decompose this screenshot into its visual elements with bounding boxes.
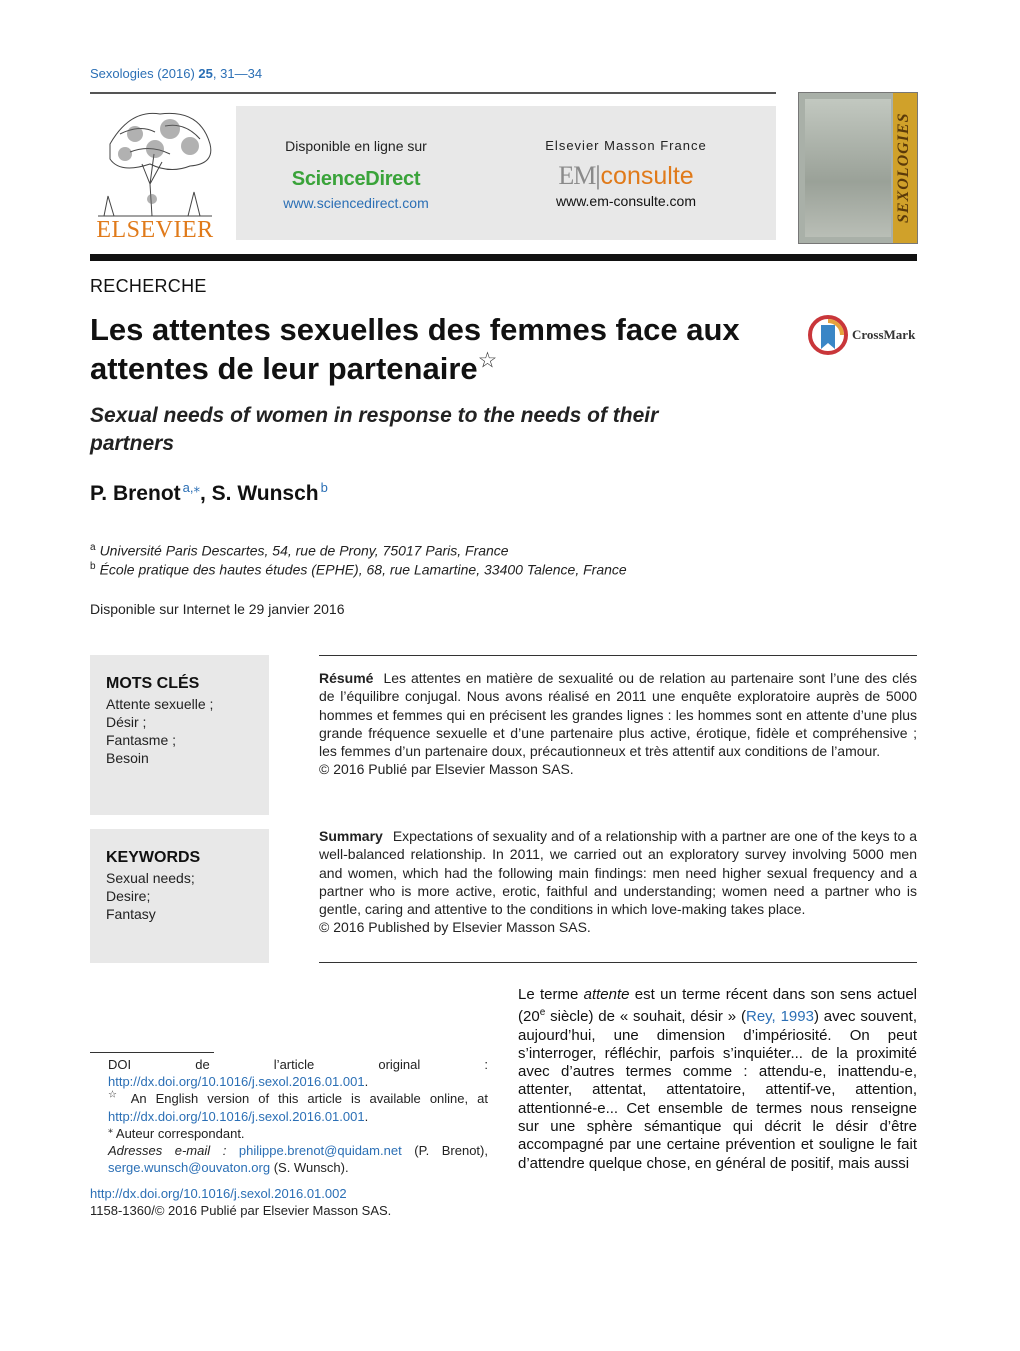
elsevier-logo	[90, 104, 220, 244]
em-logo-consulte: consulte	[600, 162, 694, 190]
author-list: P. Brenot $^{a,⁎}$, S. Wunsch $^b$	[90, 480, 328, 505]
keywords-title: KEYWORDS	[106, 849, 201, 866]
sciencedirect-block	[256, 138, 456, 211]
body-paragraph: Le terme attente est un terme récent dans son sens actuel (20e siècle) de « souhait, désir » (Rey, 1993) avec souvent, aujourd’hui, une dimension d’impériosité. On peut s’interroger, réfléchir, parfois s’inquiéter... de la proximité avec d’autres termes comme : attendu-e, inattendu-e, attenter, attentat, attentatoire, attentif-ve, attention, attentionné-e... Cet ensemble de termes nous renseigne sur une sphère sémantique qui décrit le désir d’être accompagné par une certaine prévention et souligne le fait d’attendre quelque chose, en général de positif, mais aussi	[518, 986, 918, 1172]
mots-cles-box	[90, 655, 269, 815]
cover-image	[805, 99, 891, 237]
affiliation-b: $^b$ École pratique des hautes études (EPHE), 68, rue Lamartine, 33400 Talence, France	[90, 561, 627, 578]
summary-heading: Summary	[319, 828, 383, 844]
author-brenot: P. Brenot	[90, 482, 181, 505]
elsevier-tree-icon	[90, 104, 220, 222]
sciencedirect-link[interactable]: www.sciencedirect.com	[283, 195, 429, 211]
availability-box	[236, 106, 776, 240]
keyword-item: Sexual needs;	[106, 870, 195, 886]
crossmark-badge[interactable]	[808, 315, 918, 357]
english-version-link[interactable]: http://dx.doi.org/10.1016/j.sexol.2016.01.001	[108, 1108, 365, 1124]
summary-copyright: © 2016 Published by Elsevier Masson SAS.	[319, 919, 591, 936]
mots-cles-title: MOTS CLÉS	[106, 675, 200, 692]
journal-name: Sexologies (2016)	[90, 66, 195, 81]
keywords-box	[90, 829, 269, 963]
keyword-item: Désir ;	[106, 714, 147, 730]
article-title-text: Les attentes sexuelles des femmes face aux attentes de leur partenaire	[90, 312, 740, 386]
summary-text: Expectations of sexuality and of a relationship with a partner are one of the keys to a well-balanced relationship. In 2011, we carried out an exploratory survey involving 5000 men and women, which had the following main findings: men need higher sexual frequency and a partner who is more active, erotic, faithful and understanding; women need a partner who is gentle, caring and attentive to the conditions in which love-making takes place.	[319, 828, 917, 918]
email-brenot[interactable]: philippe.brenot@quidam.net	[238, 1143, 402, 1159]
crossmark-label: CrossMark	[852, 327, 916, 342]
header-rule	[90, 92, 776, 94]
article-subtitle: Sexual needs of women in response to the needs of their partners	[90, 404, 659, 455]
footnote-doi: DOI de l’article original : http://dx.doi.org/10.1016/j.sexol.2016.01.001.	[108, 1057, 488, 1090]
em-consulte-block	[506, 138, 746, 209]
journal-citation[interactable]: Sexologies (2016) 25, 31—34	[90, 66, 263, 81]
emphasis-attente: attente	[583, 986, 630, 1003]
em-consulte-logo[interactable]: EM|consulte	[558, 161, 694, 190]
original-doi-link[interactable]: http://dx.doi.org/10.1016/j.sexol.2016.01.001	[108, 1074, 365, 1090]
em-label: Elsevier Masson France	[545, 138, 707, 153]
available-online-date: Disponible sur Internet le 29 janvier 2016	[90, 601, 345, 617]
resume-abstract	[319, 669, 917, 779]
email-wunsch[interactable]: serge.wunsch@ouvaton.org	[108, 1160, 271, 1176]
page-footer	[90, 1186, 391, 1219]
title-rule	[90, 254, 917, 261]
abstract-bottom-rule	[319, 962, 917, 963]
sciencedirect-logo[interactable]: ScienceDirect	[291, 168, 421, 190]
resume-copyright: © 2016 Publié par Elsevier Masson SAS.	[319, 761, 574, 778]
footnote-corresponding: ⁎ Auteur correspondant.	[108, 1124, 245, 1141]
cover-title: SEXOLOGIES	[895, 112, 912, 224]
abstract-top-rule	[319, 655, 917, 656]
mots-cles-list	[106, 695, 213, 767]
keyword-item: Fantasy	[106, 906, 156, 922]
online-label: Disponible en ligne sur	[285, 138, 427, 154]
journal-cover	[798, 92, 918, 244]
affiliation-a: $^a$ Université Paris Descartes, 54, rue de Prony, 75017 Paris, France	[90, 542, 509, 559]
issn-copyright: 1158-1360/© 2016 Publié par Elsevier Masson SAS.	[90, 1202, 392, 1218]
article-doi-link[interactable]: http://dx.doi.org/10.1016/j.sexol.2016.01.002	[90, 1186, 347, 1201]
footnote-english-version: ☆ An English version of this article is available online, at http://dx.doi.org/10.1016/j.sexol.2016.01.001.	[108, 1090, 488, 1124]
keyword-item: Besoin	[106, 750, 149, 766]
article-title	[90, 310, 790, 388]
footnote-emails: Adresses e-mail : philippe.brenot@quidam.net (P. Brenot), serge.wunsch@ouvaton.org (S. Wunsch).	[108, 1143, 488, 1176]
resume-heading: Résumé	[319, 670, 374, 686]
keyword-item: Attente sexuelle ;	[106, 696, 214, 712]
keyword-item: Desire;	[106, 888, 151, 904]
elsevier-wordmark: ELSEVIER	[96, 217, 214, 243]
resume-text: Les attentes en matière de sexualité ou de relation au partenaire sont l’une des clés de l’équilibre conjugal. Nous avons réalisé en 2011 une enquête exploratoire auprès de 5000 hommes et femmes qui en précisent les grandes lignes : les hommes sont en attente d’une plus grande fréquence sexuelle et d’une partenaire plus active, érotique, fidèle et compréhensive ; les femmes d’un partenaire doux, précautionneux et très attentif aux conditions de l’amour.	[319, 670, 917, 760]
section-label: RECHERCHE	[90, 276, 207, 296]
reference-rey-1993[interactable]: Rey, 1993	[745, 1008, 814, 1026]
footnotes	[90, 1056, 488, 1176]
title-footnote-mark[interactable]: ☆	[477, 347, 498, 373]
crossmark-icon	[808, 315, 848, 357]
summary-abstract	[319, 827, 917, 937]
journal-volume: 25	[198, 66, 213, 81]
journal-pages: 31—34	[220, 66, 263, 81]
keyword-item: Fantasme ;	[106, 732, 177, 748]
em-logo-em: EM	[558, 161, 596, 190]
em-consulte-link[interactable]: www.em-consulte.com	[555, 193, 697, 209]
author-wunsch: S. Wunsch	[211, 482, 319, 505]
footnote-rule	[90, 1052, 214, 1053]
keywords-list	[106, 869, 195, 923]
author-wunsch-affil[interactable]: b	[320, 480, 328, 495]
author-brenot-affil[interactable]: a,⁎	[182, 480, 200, 495]
